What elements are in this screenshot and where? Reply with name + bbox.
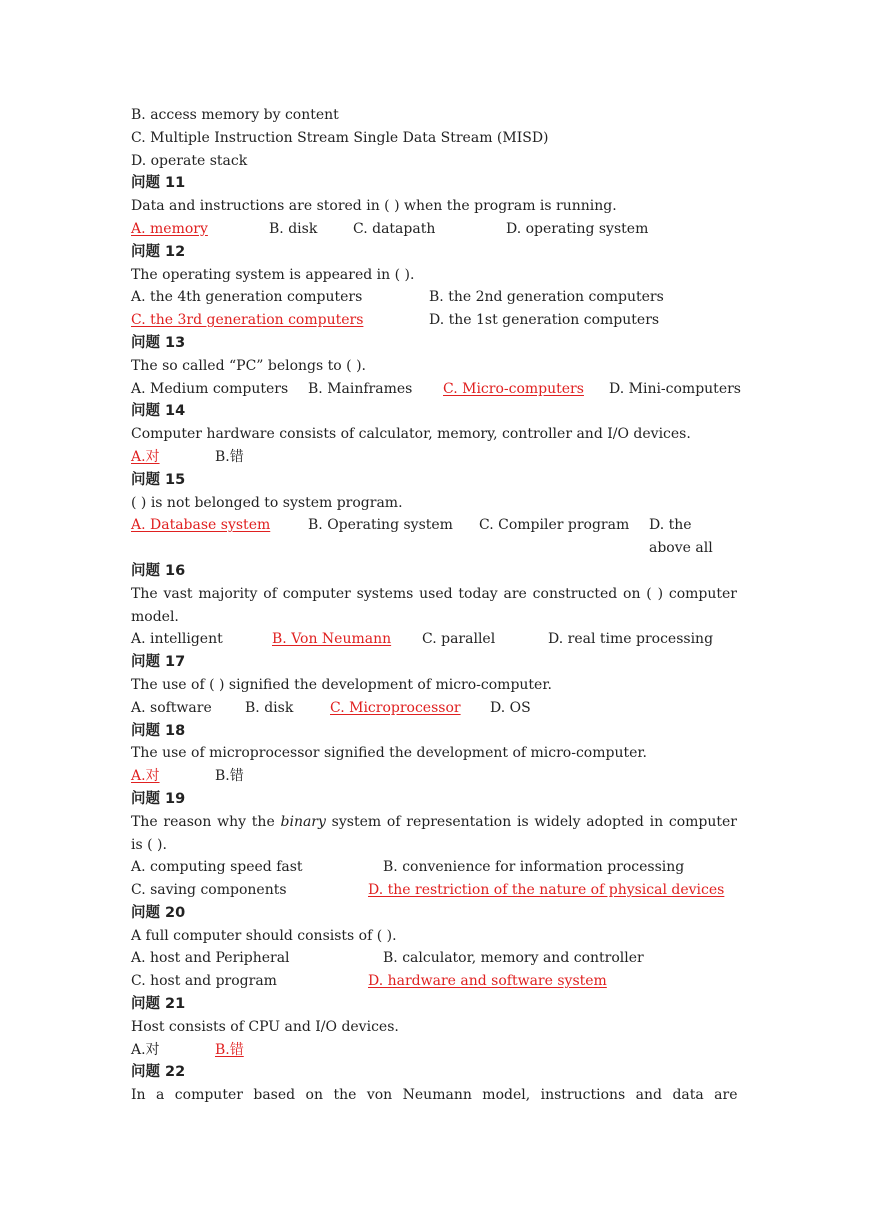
option: C. datapath bbox=[353, 220, 436, 237]
option: A. software bbox=[131, 699, 212, 716]
answer-option: D. hardware and software system bbox=[368, 973, 607, 990]
option: A. intelligent bbox=[131, 631, 223, 648]
answer-option: B. Von Neumann bbox=[272, 631, 392, 648]
answer-option: C. Micro-computers bbox=[443, 380, 584, 397]
question-title: 问题 19 bbox=[131, 790, 186, 807]
answer-option: C. the 3rd generation computers bbox=[131, 312, 364, 329]
option: C. saving components bbox=[131, 882, 287, 899]
question-text: The vast majority of computer systems used today are constructed on ( ) computer model. bbox=[131, 585, 737, 625]
option: C. parallel bbox=[422, 631, 496, 648]
question-text: ( ) is not belonged to system program. bbox=[131, 494, 403, 511]
question-text: Host consists of CPU and I/O devices. bbox=[131, 1018, 399, 1035]
option: B. Mainframes bbox=[308, 380, 413, 397]
options-row bbox=[131, 697, 737, 720]
question-text: The so called “PC” belongs to ( ). bbox=[131, 357, 366, 374]
question-title: 问题 21 bbox=[131, 996, 186, 1013]
question-title: 问题 15 bbox=[131, 471, 186, 488]
question-title: 问题 20 bbox=[131, 904, 186, 921]
question-text: Data and instructions are stored in ( ) when the program is running. bbox=[131, 198, 617, 215]
option: D. the 1st generation computers bbox=[429, 312, 660, 329]
question-text: The use of ( ) signified the development of micro-computer. bbox=[131, 676, 552, 693]
options-row bbox=[131, 765, 737, 788]
options-row bbox=[131, 1039, 737, 1062]
options-row bbox=[131, 879, 737, 902]
document-page bbox=[131, 104, 741, 1107]
options-row bbox=[131, 218, 737, 241]
option: A. Medium computers bbox=[131, 380, 289, 397]
answer-option: A. memory bbox=[131, 220, 208, 237]
option: B. disk bbox=[245, 699, 294, 716]
question-title: 问题 12 bbox=[131, 243, 186, 260]
option: D. operating system bbox=[506, 220, 649, 237]
options-row bbox=[131, 309, 737, 332]
question-text: Computer hardware consists of calculator, memory, controller and I/O devices. bbox=[131, 426, 691, 443]
option-line: C. Multiple Instruction Stream Single Data Stream (MISD) bbox=[131, 129, 549, 146]
options-row bbox=[131, 286, 737, 309]
option: D. Mini-computers bbox=[609, 380, 741, 397]
options-row bbox=[131, 856, 737, 879]
option: D. real time processing bbox=[548, 631, 714, 648]
question-text: In a computer based on the von Neumann model, instructions and data are bbox=[131, 1087, 738, 1104]
options-row bbox=[131, 628, 737, 651]
option: B. convenience for information processing bbox=[383, 859, 685, 876]
question-text: A full computer should consists of ( ). bbox=[131, 927, 397, 944]
question-title: 问题 11 bbox=[131, 175, 186, 192]
question-text: The reason why the binary system of representation is widely adopted in computer is ( ). bbox=[131, 813, 737, 853]
option: A. computing speed fast bbox=[131, 859, 303, 876]
option: D. the above all bbox=[649, 517, 713, 557]
answer-option: D. the restriction of the nature of physical devices bbox=[368, 882, 725, 899]
answer-option: A.对 bbox=[131, 448, 160, 465]
option: A. the 4th generation computers bbox=[131, 289, 363, 306]
options-row bbox=[131, 947, 737, 970]
question-text: The operating system is appeared in ( ). bbox=[131, 266, 415, 283]
answer-option: B.错 bbox=[215, 1041, 244, 1058]
question-text: The use of microprocessor signified the development of micro-computer. bbox=[131, 745, 647, 762]
options-row bbox=[131, 378, 741, 401]
option: D. OS bbox=[490, 699, 531, 716]
option: B. the 2nd generation computers bbox=[429, 289, 664, 306]
question-title: 问题 22 bbox=[131, 1064, 186, 1081]
option: B. Operating system bbox=[308, 517, 453, 534]
option: C. host and program bbox=[131, 973, 277, 990]
option: C. Compiler program bbox=[479, 517, 630, 534]
option-line: B. access memory by content bbox=[131, 107, 339, 123]
question-title: 问题 17 bbox=[131, 654, 186, 671]
question-title: 问题 16 bbox=[131, 562, 186, 579]
option-line: D. operate stack bbox=[131, 152, 248, 169]
question-title: 问题 18 bbox=[131, 722, 186, 739]
options-row bbox=[131, 514, 737, 557]
options-row bbox=[131, 970, 737, 993]
answer-option: A.对 bbox=[131, 768, 160, 785]
question-title: 问题 13 bbox=[131, 334, 186, 351]
option: B.错 bbox=[215, 768, 244, 785]
answer-option: A. Database system bbox=[131, 517, 271, 534]
emphasis-text: binary bbox=[280, 813, 326, 830]
option: A. host and Peripheral bbox=[131, 950, 290, 967]
question-title: 问题 14 bbox=[131, 403, 186, 420]
option: B. disk bbox=[269, 220, 318, 237]
option: A.对 bbox=[131, 1041, 160, 1058]
option: B. calculator, memory and controller bbox=[383, 950, 644, 967]
options-row bbox=[131, 446, 737, 469]
option: B.错 bbox=[215, 448, 244, 465]
answer-option: C. Microprocessor bbox=[330, 699, 461, 716]
